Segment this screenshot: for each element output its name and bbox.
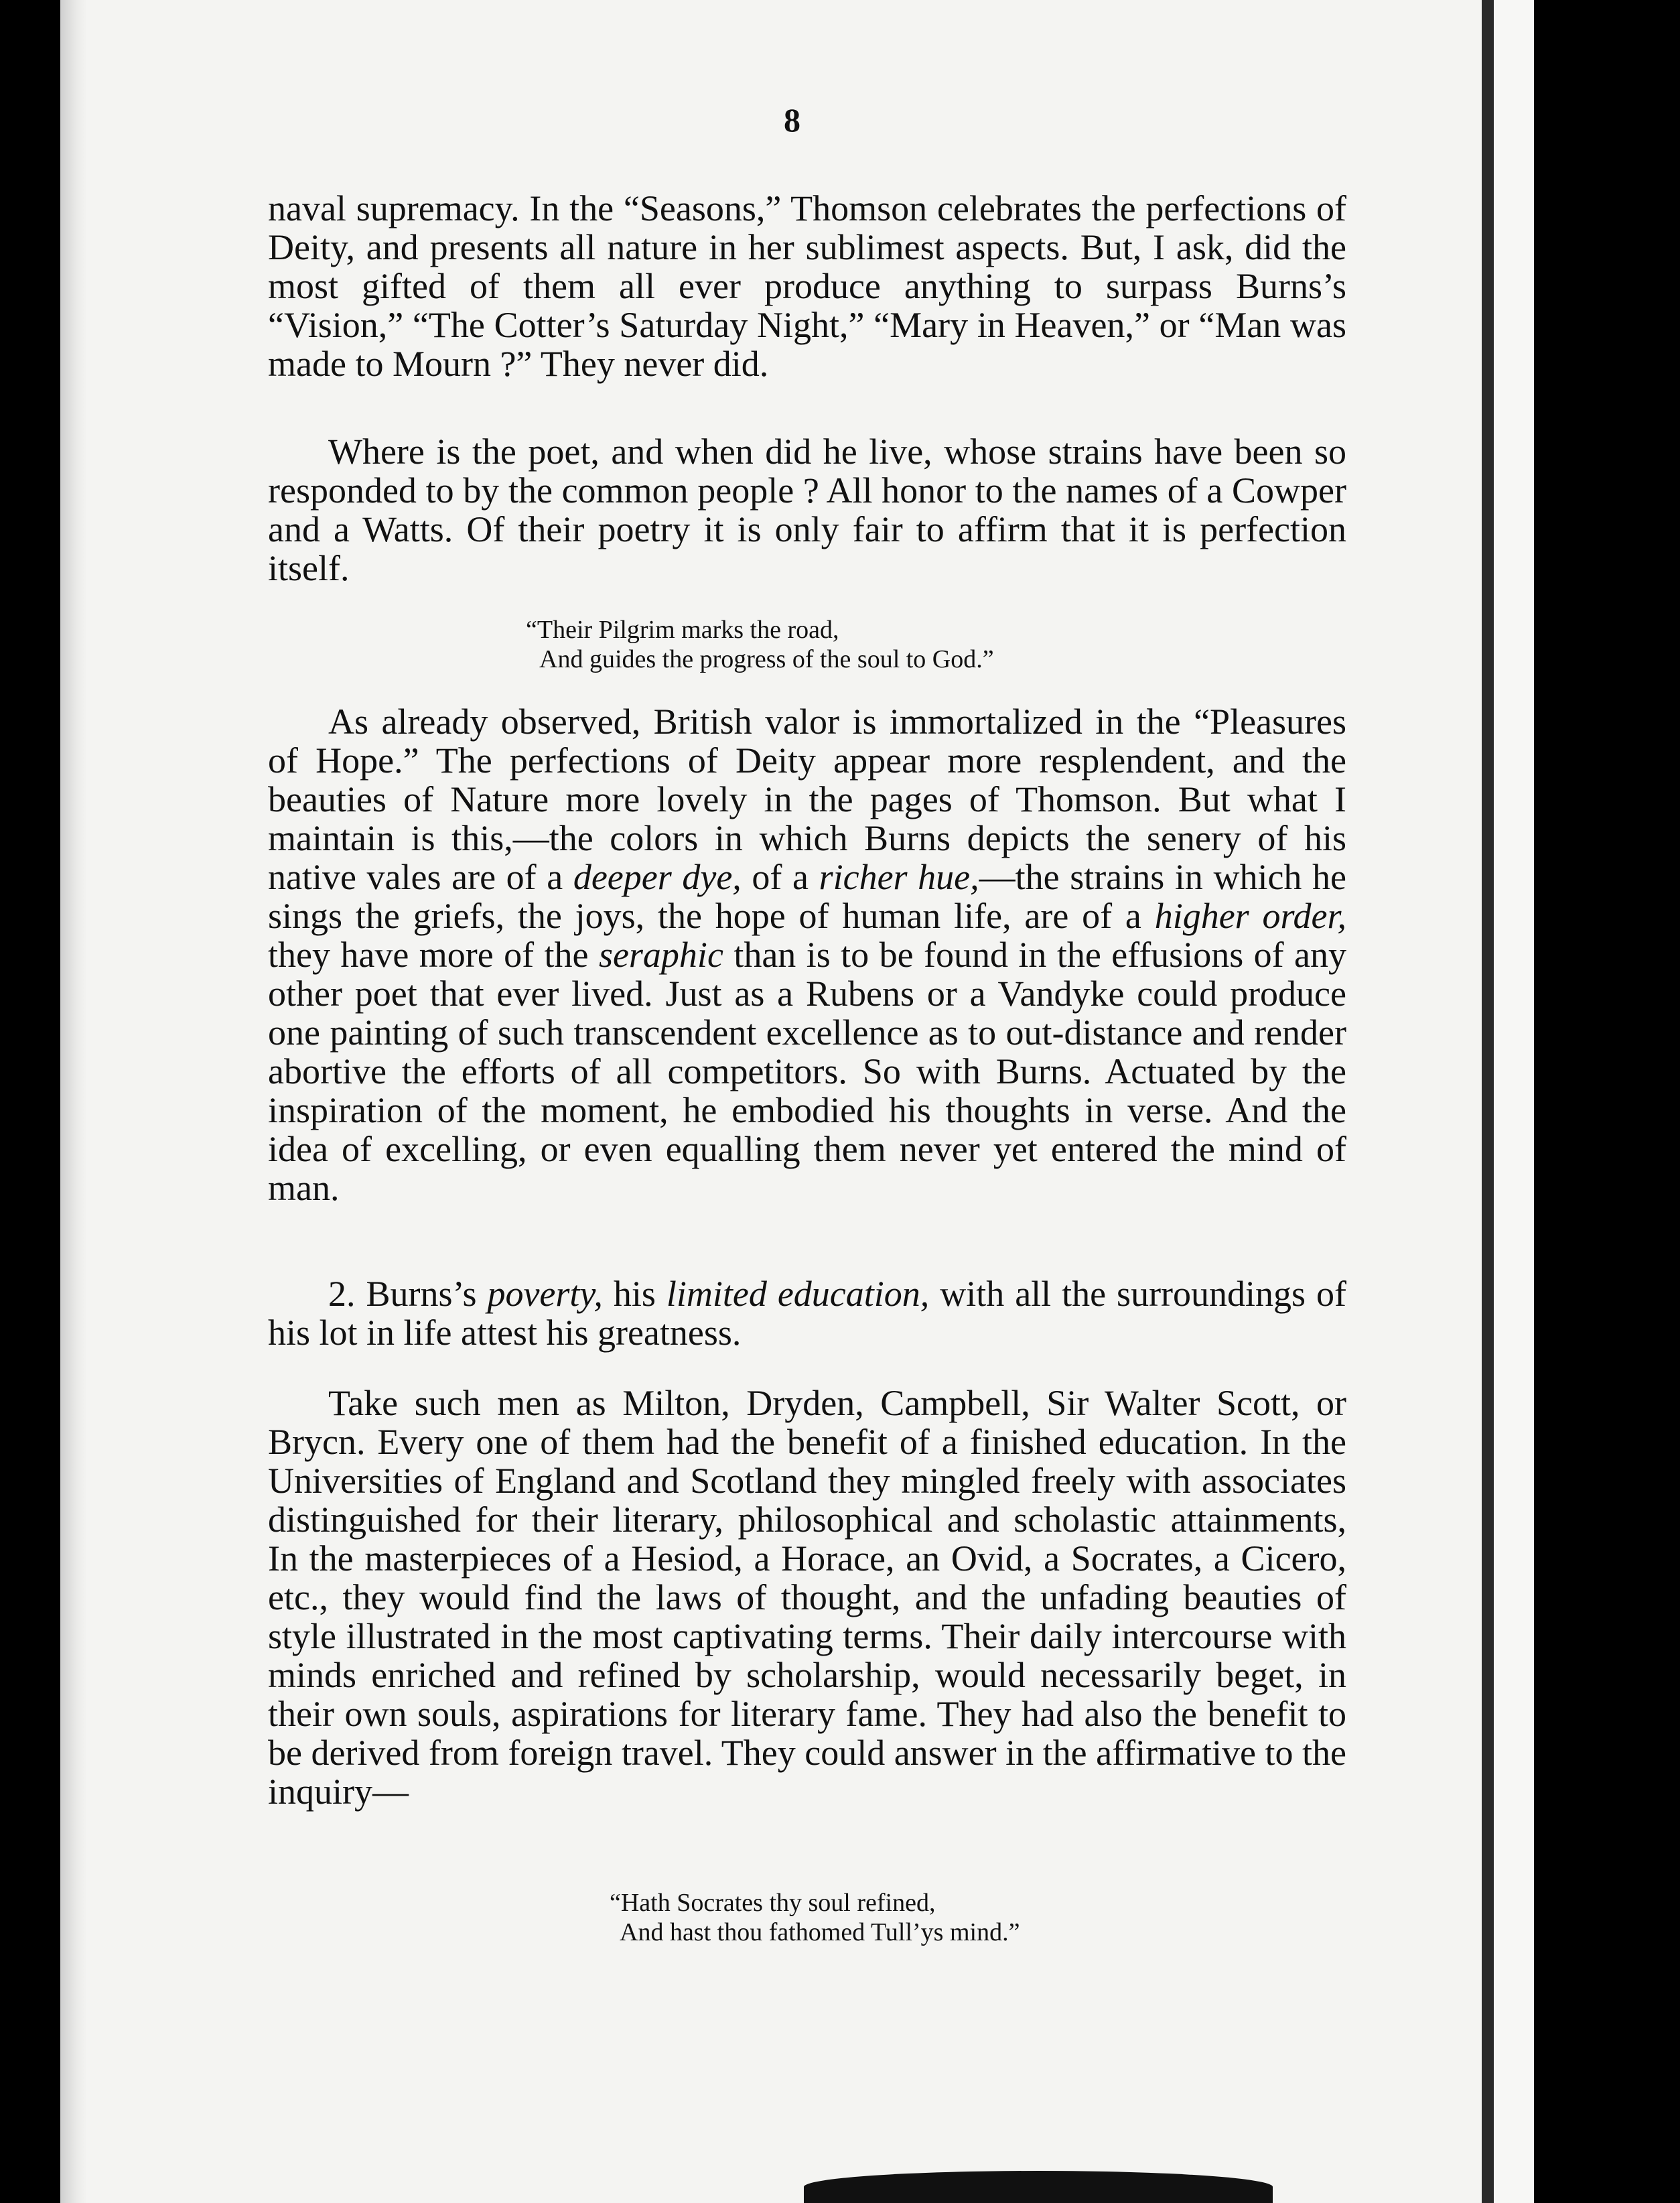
paragraph-3-text-c: —the strains in which he sings the griefs, the joys, the hope of human life, are of a bbox=[268, 857, 1347, 936]
paragraph-4 bbox=[268, 1274, 1346, 1352]
paragraph-5: Take such men as Milton, Dryden, Campbell, Sir Walter Scott, or Brycn. Every one of them had the benefit of a finished education. In the Universities of England and Scotland they mingled freely with associates distinguished for their literary, philosophical and scholastic attainments, In the masterpieces of a Hesiod, a Horace, an Ovid, a Socrates, a Cicero, etc., they would find the laws of thought, and the unfading beauties of style illustrated in the most captivating terms. Their daily intercourse with minds enriched and refined by scholarship, would necessarily beget, in their own souls, aspirations for literary fame. They had also the benefit to be derived from foreign travel. They could answer in the affirmative to the inquiry— bbox=[268, 1383, 1346, 1812]
quote-pilgrim-line-1: “Their Pilgrim marks the road, bbox=[526, 616, 839, 644]
paragraph-3-text-d: they have more of the bbox=[268, 935, 599, 975]
paragraph-4-text-b: his bbox=[602, 1274, 667, 1314]
page-number: 8 bbox=[784, 101, 800, 139]
paragraph-2: Where is the poet, and when did he live, whose strains have been so responded to by the common people ? All honor to the names of a Cowper and a Watts. Of their poetry it is only fair to affirm that it is perfection itself. bbox=[268, 431, 1346, 588]
quote-socrates-line-2: And hast thou fathomed Tull’ys mind.” bbox=[620, 1918, 1020, 1946]
emphasis-deeper-dye: deeper dye, bbox=[573, 857, 742, 897]
paragraph-3-text-a: As already observed, British valor is immortalized in the “Pleasures of Hope.” The perfections of Deity appear more resplendent, and the beauties of Nature more lovely in the pages of Thomson. But what I maintain is this,—the colors in which Burns depicts the senery of his native vales are of a bbox=[268, 702, 1346, 897]
paragraph-3 bbox=[268, 702, 1346, 1207]
emphasis-higher-order: higher order, bbox=[1154, 896, 1346, 936]
page-left-edge bbox=[60, 0, 87, 2203]
scan-background-right bbox=[1534, 0, 1680, 2203]
quote-socrates bbox=[610, 1888, 1020, 1947]
scan-shadow-bottom bbox=[804, 2171, 1273, 2203]
emphasis-richer-hue: richer hue, bbox=[819, 857, 979, 897]
quote-pilgrim bbox=[526, 615, 994, 674]
list-number: 2. bbox=[328, 1274, 356, 1314]
emphasis-seraphic: seraphic bbox=[598, 935, 723, 975]
page-right-margin bbox=[1494, 0, 1534, 2203]
paragraph-4-text-c: with all the surroundings of his lot in life attest his greatness. bbox=[268, 1274, 1346, 1353]
emphasis-poverty: poverty, bbox=[487, 1274, 603, 1314]
paragraph-4-text-a: Burns’s bbox=[355, 1274, 488, 1314]
paragraph-3-text-e: than is to be found in the effusions of any other poet that ever lived. Just as a Rubens or a Vandyke could produce one painting of such transcendent excellence as to out-distance and render abortive the efforts of all competitors. So with Burns. Actuated by the inspiration of the moment, he embodied his thoughts in verse. And the idea of excelling, or even equalling them never yet entered the mind of man. bbox=[268, 935, 1347, 1208]
quote-pilgrim-line-2: And guides the progress of the soul to God.” bbox=[539, 645, 994, 673]
quote-socrates-line-1: “Hath Socrates thy soul refined, bbox=[610, 1889, 936, 1917]
emphasis-limited-education: limited education, bbox=[666, 1274, 930, 1314]
paragraph-1: naval supremacy. In the “Seasons,” Thomson celebrates the perfections of Deity, and presents all nature in her sublimest aspects. But, I ask, did the most gifted of them all ever produce anything to surpass Burns’s “Vision,” “The Cotter’s Saturday Night,” “Mary in Heaven,” or “Man was made to Mourn ?” They never did. bbox=[268, 188, 1346, 384]
paragraph-3-text-b: of a bbox=[741, 857, 819, 897]
